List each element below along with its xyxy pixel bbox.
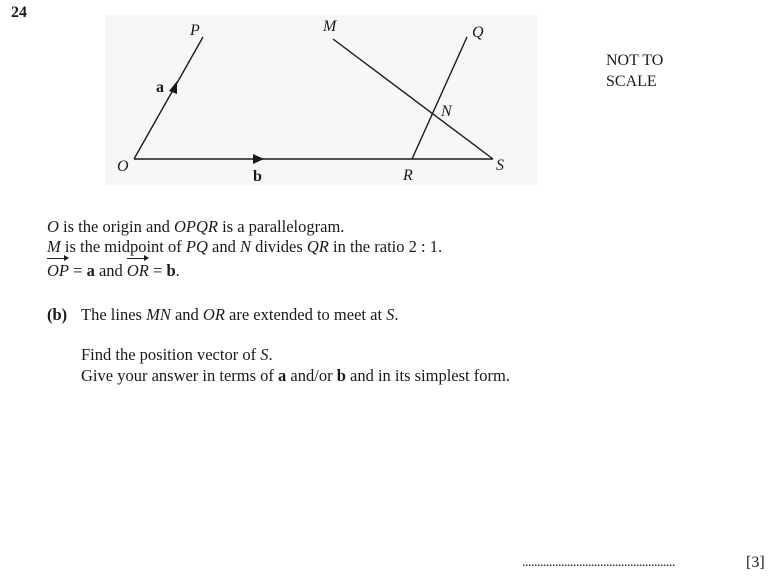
vector-a: a [278,366,287,385]
part-b-line-2 [81,345,273,365]
part-b-label: (b) [47,305,68,324]
text: are extended to meet at [224,305,387,324]
text: . [175,261,180,280]
text: and/or [286,366,337,385]
term-QR: QR [306,237,329,256]
term-S: S [260,345,269,364]
part-b-line-3 [81,366,510,386]
label-P: P [190,22,200,39]
vector-b: b [336,366,346,385]
text: and [170,305,203,324]
vector-OR: OR [126,261,149,280]
vector-a: a [86,261,95,280]
text: is the origin and [58,217,174,236]
term-M: M [47,237,61,256]
term-MN: MN [146,305,171,324]
label-a: a [156,79,164,96]
text: divides [250,237,307,256]
text: . [268,345,273,364]
part-b-line-1 [81,305,399,325]
vector-OP: OP [47,261,69,280]
text: The lines [81,305,147,324]
label-b: b [253,168,262,185]
text: is the midpoint of [60,237,186,256]
text: in the ratio 2 : 1. [328,237,443,256]
statement-line-2 [47,237,442,257]
not-to-scale-note [606,50,663,92]
text: = [148,261,167,280]
term-OPQR: OPQR [173,217,218,236]
note-line-1: NOT TO [606,52,664,69]
term-N: N [239,237,251,256]
term-S: S [386,305,395,324]
text: and [207,237,240,256]
term-PQ: PQ [185,237,208,256]
note-line-2: SCALE [606,73,657,90]
term-O: O [47,217,59,236]
text: is a parallelogram. [217,217,345,236]
text: and [94,261,127,280]
label-R: R [403,167,413,184]
answer-line[interactable]: ................................................... [522,555,675,570]
term-OR: OR [202,305,225,324]
marks-indicator: [3] [746,554,765,571]
label-Q: Q [472,24,484,41]
statement-line-1 [47,217,344,237]
label-M: M [323,18,337,35]
question-number: 24 [11,4,27,21]
text: and in its simplest form. [345,366,510,385]
label-N: N [441,103,452,120]
parallelogram-diagram [0,0,779,200]
vector-b: b [166,261,176,280]
label-O: O [117,158,129,175]
text: . [394,305,399,324]
label-S: S [496,157,504,174]
text: Give your answer in terms of [81,366,279,385]
text: = [69,261,87,280]
text: Find the position vector of [81,345,261,364]
statement-line-3 [47,261,180,281]
